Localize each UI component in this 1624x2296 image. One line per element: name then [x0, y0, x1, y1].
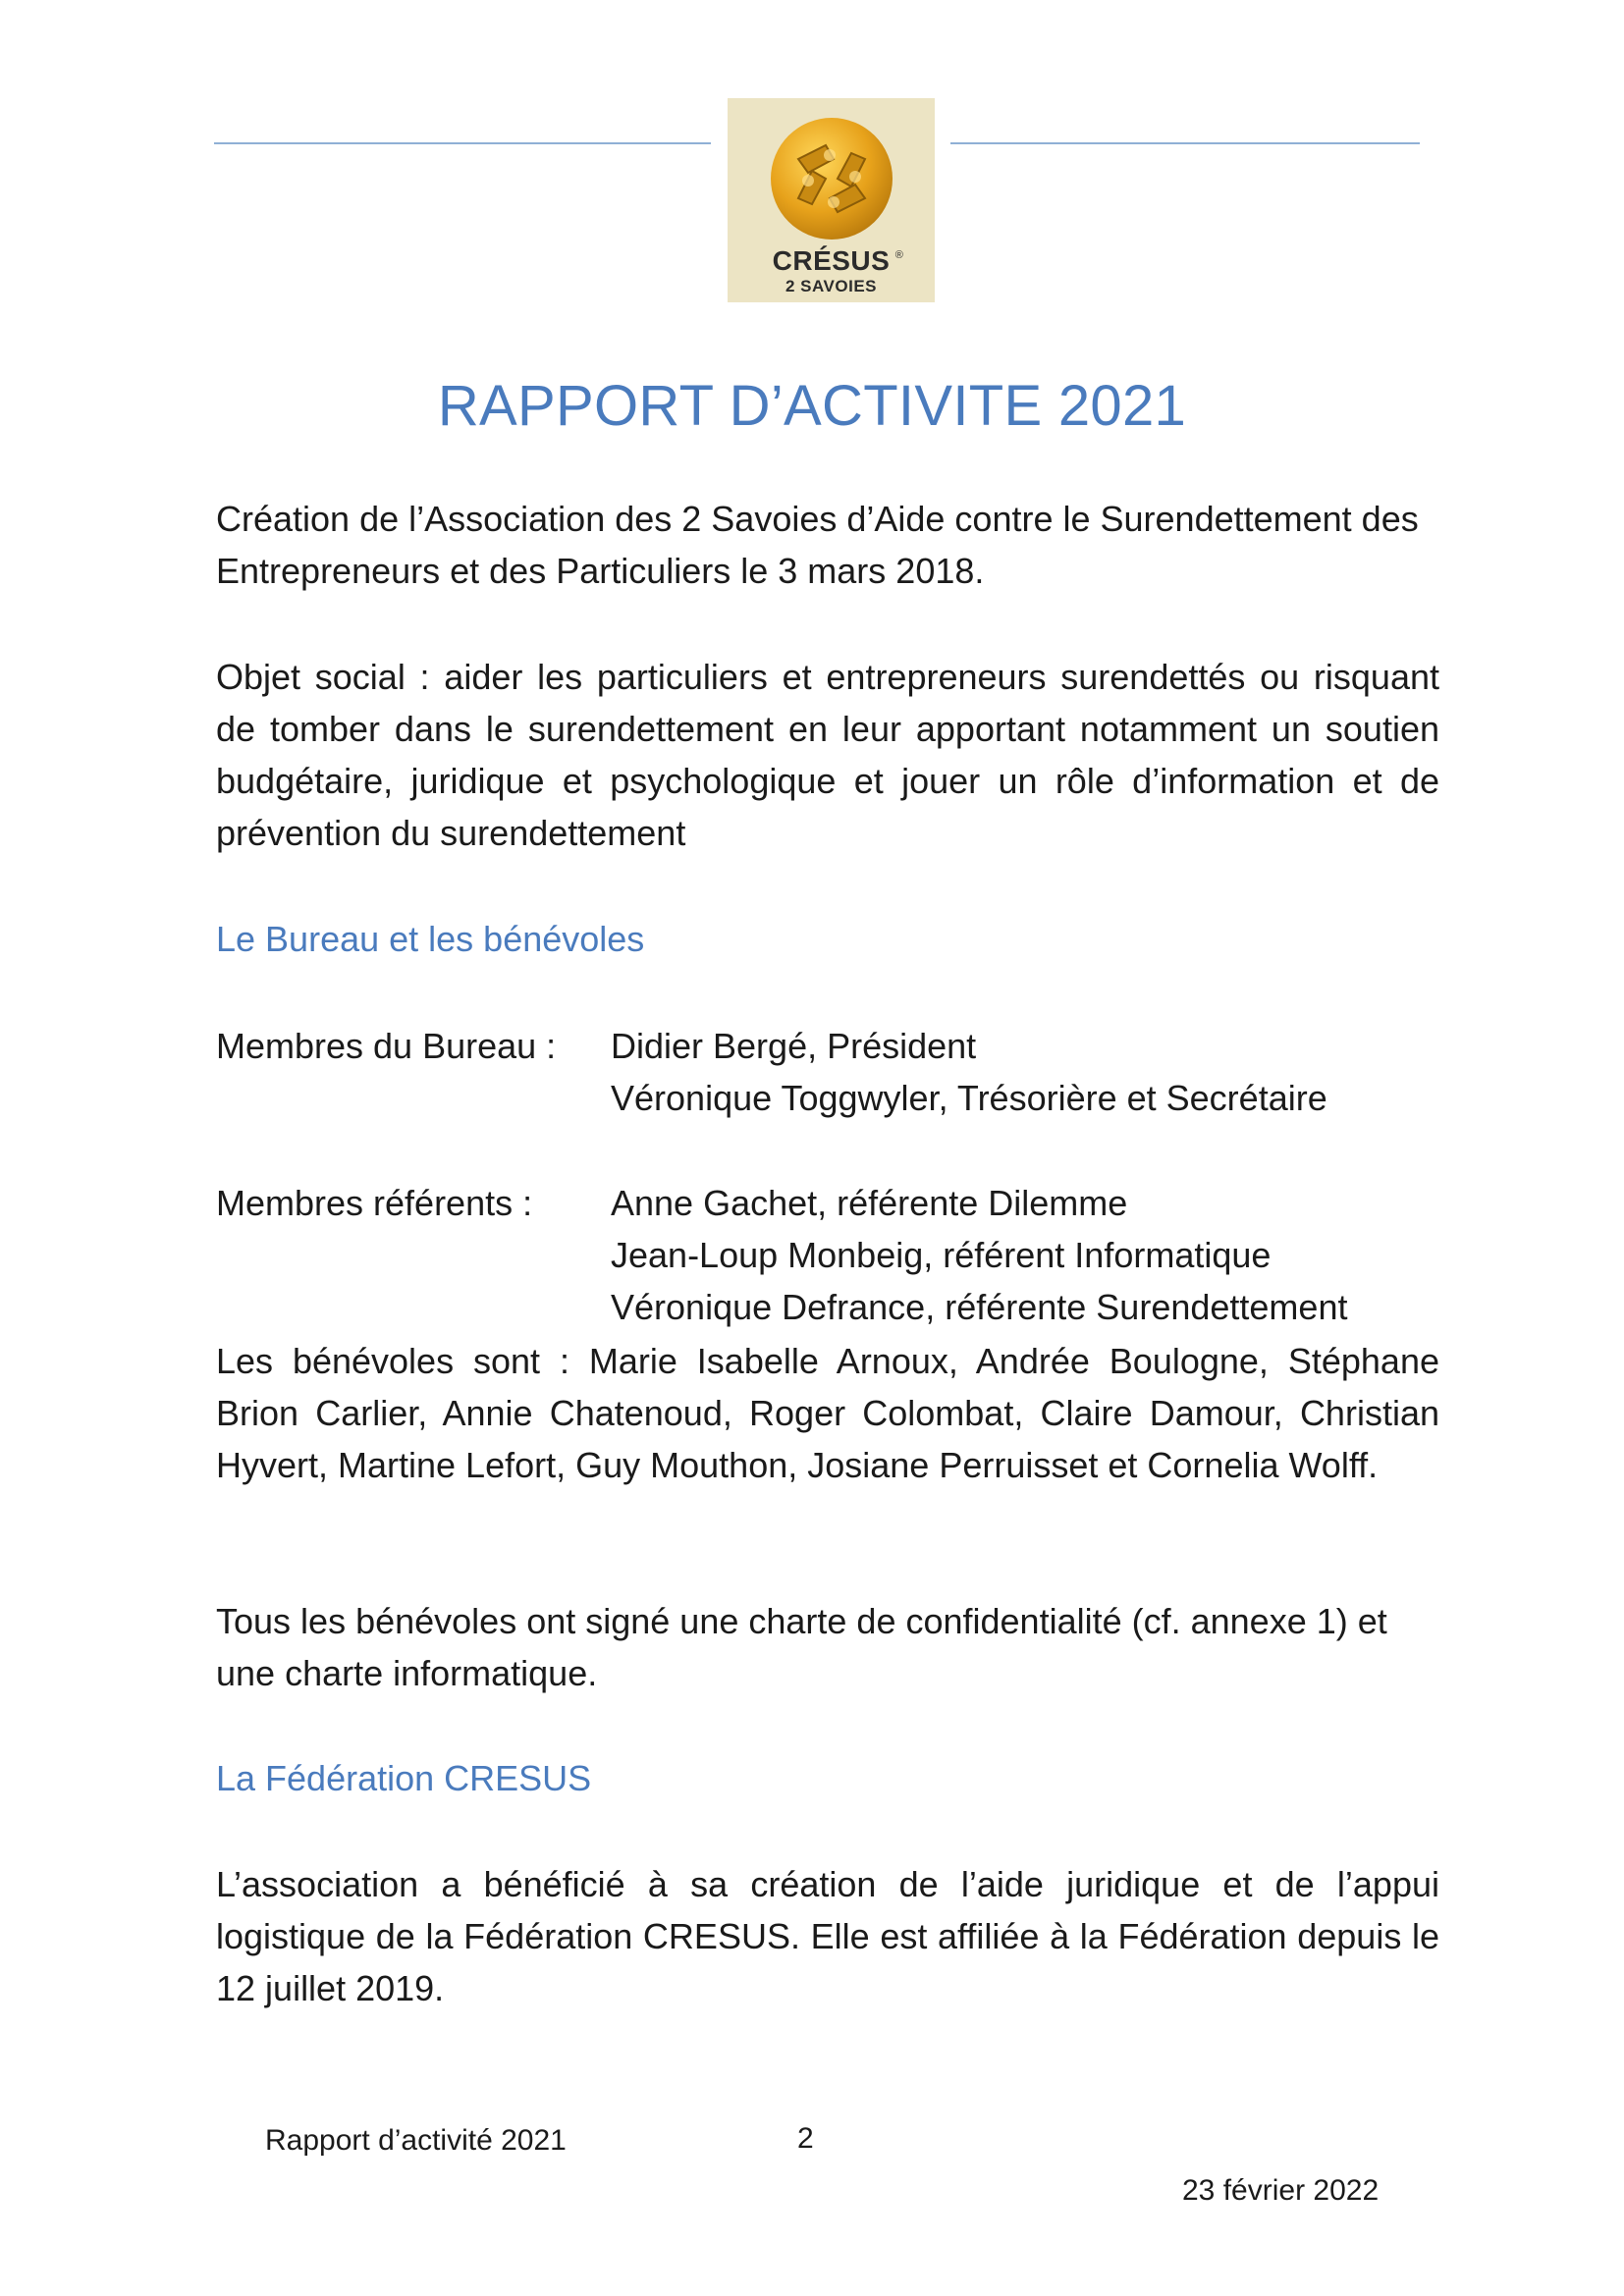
- page-title: RAPPORT D’ACTIVITE 2021: [437, 374, 1187, 438]
- logo-wordmark: CRÉSUS ®: [772, 245, 904, 276]
- bureau-member-2: Véronique Toggwyler, Trésorière et Secrétaire: [611, 1078, 1327, 1118]
- referents-label: Membres référents :: [216, 1183, 533, 1223]
- logo-subtitle: 2 SAVOIES: [785, 277, 877, 295]
- header-rule-left: [214, 142, 711, 144]
- charte-paragraph: Tous les bénévoles ont signé une charte de confidentialité (cf. annexe 1) et une charte informatique.: [216, 1601, 1387, 1693]
- referent-3: Véronique Defrance, référente Surendettement: [611, 1287, 1348, 1327]
- header-rule-right: [950, 142, 1420, 144]
- cresus-logo: [728, 98, 935, 302]
- hands-emblem-icon: [769, 116, 894, 241]
- bureau-member-1: Didier Bergé, Président: [611, 1026, 977, 1066]
- objet-social-paragraph: Objet social : aider les particuliers et entrepreneurs surendettés ou risquant de tomber dans le surendettement en leur apportant notamment un soutien budgétaire, juridique et psychologique et jouer un rôle d’information et de prévention du surendettement: [216, 657, 1439, 853]
- referent-1: Anne Gachet, référente Dilemme: [611, 1183, 1128, 1223]
- intro-paragraph: Création de l’Association des 2 Savoies d’Aide contre le Surendettement des Entrepreneurs et des Particuliers le 3 mars 2018.: [216, 499, 1419, 591]
- section-heading-federation: La Fédération CRESUS: [216, 1758, 592, 1798]
- benevoles-paragraph: Les bénévoles sont : Marie Isabelle Arnoux, Andrée Boulogne, Stéphane Brion Carlier, Annie Chatenoud, Roger Colombat, Claire Damour, Christian Hyvert, Martine Lefort, Guy Mouthon, Josiane Perruisset et Cornelia Wolff.: [216, 1341, 1439, 1485]
- section-heading-bureau: Le Bureau et les bénévoles: [216, 919, 645, 959]
- footer-document-title: Rapport d’activité 2021: [265, 2124, 567, 2157]
- referent-2: Jean-Loup Monbeig, référent Informatique: [611, 1235, 1272, 1275]
- footer-date: 23 février 2022: [1182, 2174, 1380, 2207]
- bureau-label: Membres du Bureau :: [216, 1026, 557, 1066]
- footer-page-number: 2: [797, 2122, 814, 2155]
- federation-paragraph: L’association a bénéficié à sa création de l’aide juridique et de l’appui logistique de la Fédération CRESUS. Elle est affiliée à la Fédération depuis le 12 juillet 2019.: [216, 1864, 1439, 2008]
